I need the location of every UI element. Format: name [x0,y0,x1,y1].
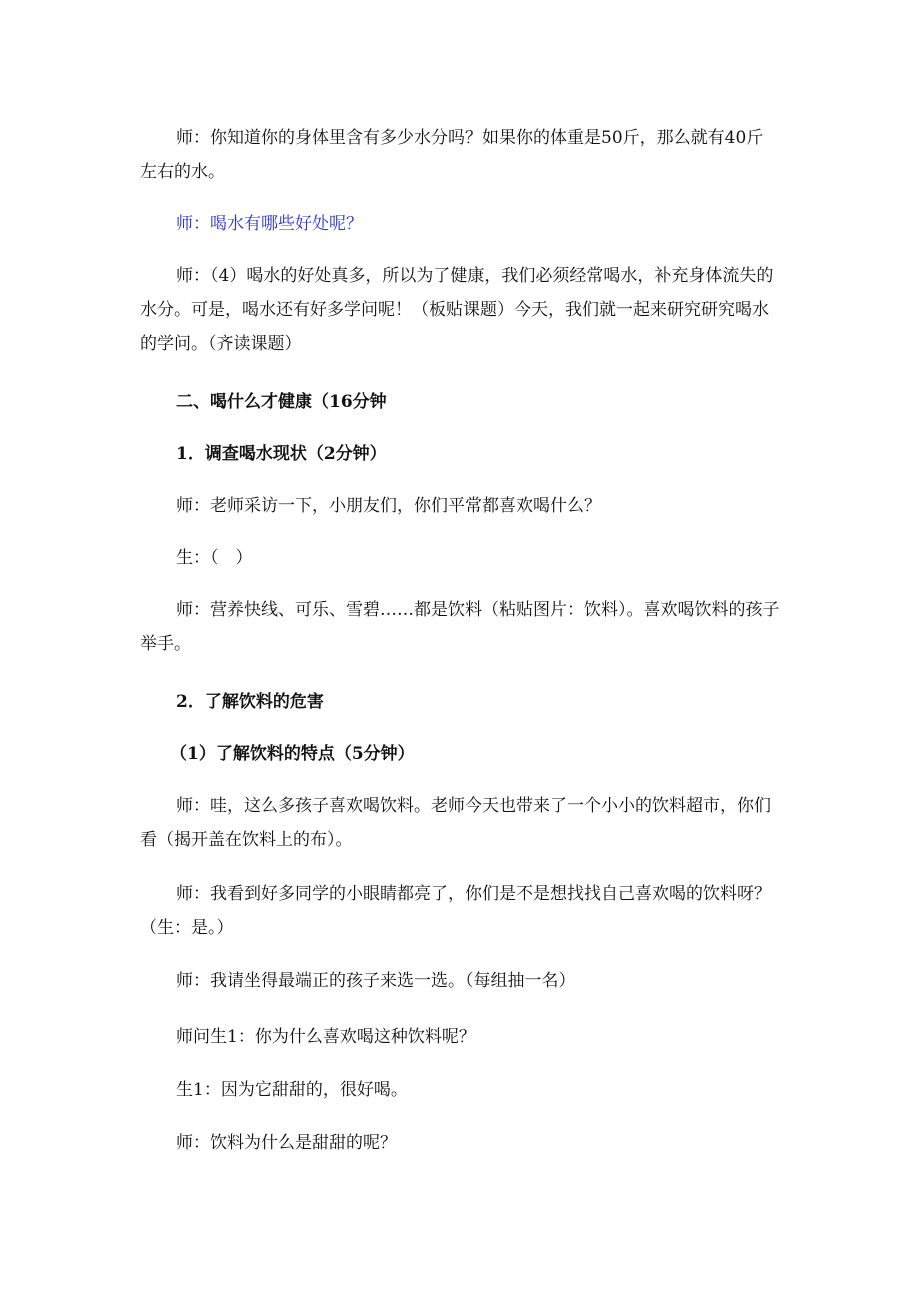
paragraph-question-benefits [140,207,780,241]
paragraph-why-sweet [140,1126,780,1160]
heading-text: 1．调查喝水现状（2分钟） [176,444,387,464]
paragraph-text: 师：营养快线、可乐、雪碧……都是饮料（粘贴图片：饮料）。喜欢喝饮料的孩子举手。 [140,600,780,654]
paragraph-teacher-asks [140,1020,780,1054]
paragraph-body-mass-water [140,121,780,189]
paragraph-text: 师问生1：你为什么喜欢喝这种饮料呢？ [176,1027,476,1047]
paragraph-text: 师：（4）喝水的好处真多，所以为了健康，我们必须经常喝水，补充身体流失的水分。可是，喝水还有好多学问呢！（板贴课题）今天，我们就一起来研究研究喝水的学问。（齐读课题） [140,266,774,354]
paragraph-student-answer [140,541,780,575]
paragraph-text: 师：哇，这么多孩子喜欢喝饮料。老师今天也带来了一个小小的饮料超市，你们看（揭开盖在饮料上的布）。 [140,796,771,850]
heading-text: （1）了解饮料的特点（5分钟） [170,744,415,764]
paragraph-text: 师：老师采访一下，小朋友们，你们平常都喜欢喝什么？ [176,496,601,516]
section-heading-what-to-drink [140,385,780,419]
paragraph-text: 生1：因为它甜甜的，很好喝。 [176,1080,408,1100]
paragraph-student-reply [140,1073,780,1107]
paragraph-pick-student [140,964,780,998]
paragraph-drink-supermarket [140,789,780,857]
paragraph-text: 师：我请坐得最端正的孩子来选一选。（每组抽一名） [176,971,576,991]
subheading-drink-features [140,737,780,771]
paragraph-find-favorite [140,877,780,945]
paragraph-text: 师：你知道你的身体里含有多少水分吗？如果你的体重是50斤，那么就有40斤左右的水。 [140,128,764,182]
paragraph-text: 师：喝水有哪些好处呢？ [176,214,363,234]
paragraph-text: 师：我看到好多同学的小眼睛都亮了，你们是不是想找找自己喜欢喝的饮料呀？（生：是。） [140,884,771,938]
paragraph-text: 生：（ ） [176,548,253,568]
paragraph-teacher-interview [140,489,780,523]
paragraph-text: 师：饮料为什么是甜甜的呢？ [176,1133,397,1153]
paragraph-drinks-list [140,593,780,661]
heading-text: 二、喝什么才健康（16分钟 [176,392,387,412]
subheading-survey [140,437,780,471]
paragraph-benefits-explained [140,259,780,361]
heading-text: 2．了解饮料的危害 [176,692,324,712]
subheading-drink-hazards [140,685,780,719]
